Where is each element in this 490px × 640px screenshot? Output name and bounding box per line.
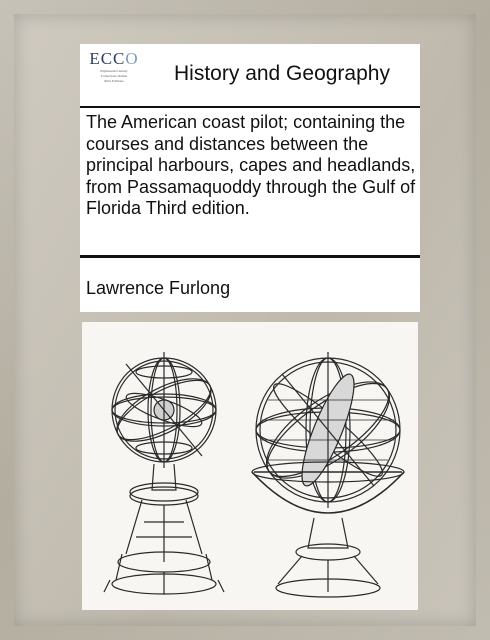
header-row: [80, 44, 420, 104]
left-armillary-sphere-icon: [104, 352, 224, 594]
armillary-spheres-illustration: [82, 322, 418, 610]
category-label: History and Geography: [174, 62, 390, 85]
logo-wordmark: ECCO: [89, 49, 139, 68]
ecco-logo-icon: [84, 50, 144, 102]
divider-middle: [80, 255, 420, 258]
author-name: Lawrence Furlong: [86, 278, 231, 298]
title-panel: [80, 44, 420, 312]
logo-subtext: Eighteenth Century Collections Online Print Editions: [100, 69, 128, 83]
divider-top: [80, 106, 420, 108]
book-title: The American coast pilot; containing the courses and distances between the principal harbours, capes and headlands, from Passamaquoddy through the Gulf of Florida Third edition.: [86, 112, 416, 218]
armillary-spheres-drawing: [82, 322, 418, 610]
right-armillary-sphere-icon: [252, 352, 404, 597]
